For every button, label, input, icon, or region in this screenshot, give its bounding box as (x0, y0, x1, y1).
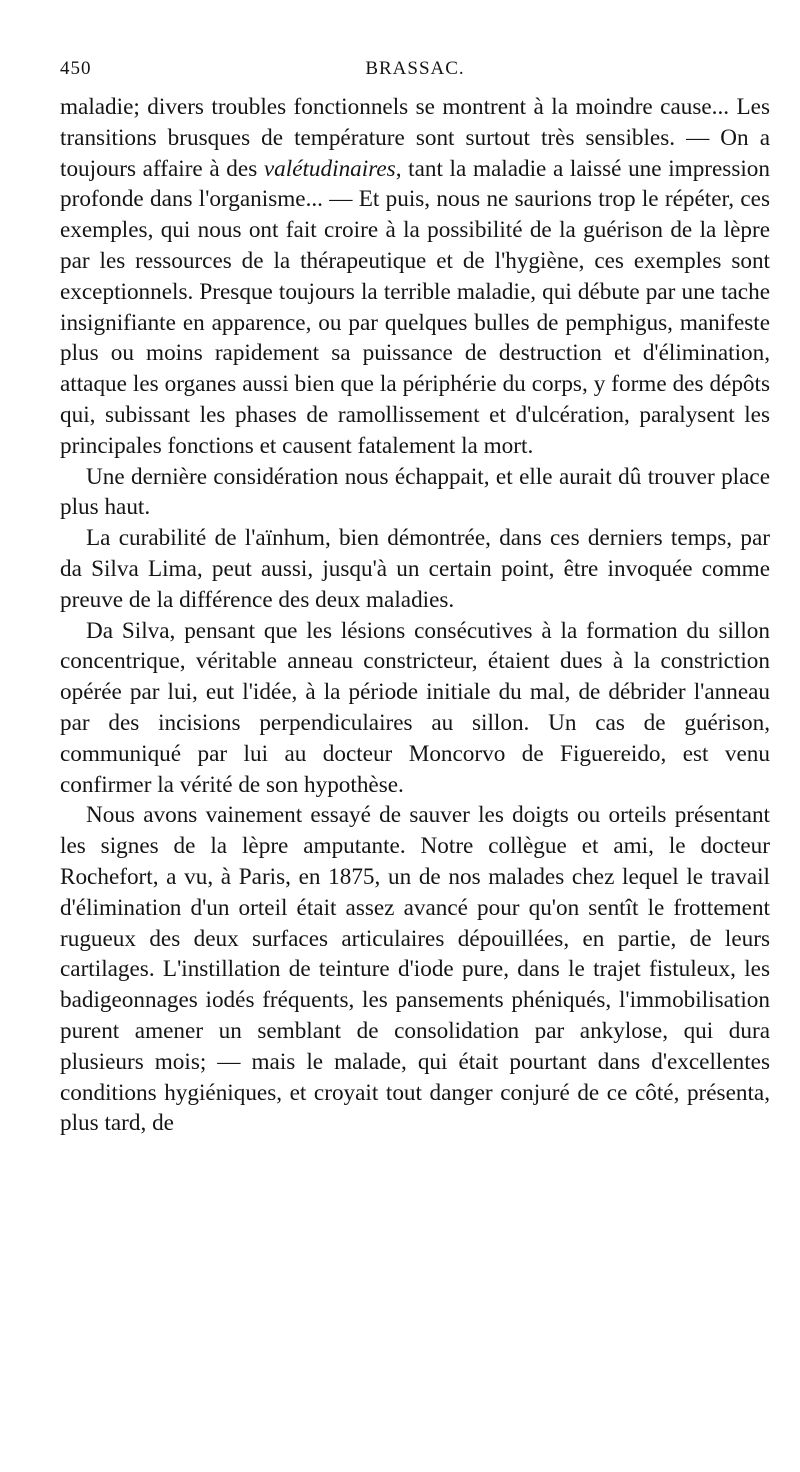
paragraph-text: , tant la maladie a laissé une impression profonde dans l'organisme... — Et puis, nous ne saurions trop le répéter, ces exemples, qui nous ont fait croire à la possibilité de la guérison de la lèpre par les ressources de la thérapeutique et de l'hygiène, ces exemples sont exceptionnels. Presque toujours la terrible maladie, qui débute par une tache insignifiante en apparence, ou par quelques bulles de pemphigus, manifeste plus ou moins rapidement sa puissance de destruction et d'élimination, attaque les organes aussi bien que la périphérie du corps, y forme des dépôts qui, subissant les phases de ramollissement et d'ulcération, paralysent les principales fonctions et causent fatalement la mort. (60, 155, 770, 459)
running-title: BRASSAC. (365, 58, 465, 79)
body-text (60, 92, 770, 1139)
page-number: 450 (60, 58, 92, 79)
paragraph: La curabilité de l'aïnhum, bien démontrée, dans ces derniers temps, par da Silva Lima, peut aussi, jusqu'à un certain point, être invoquée comme preuve de la différence des deux maladies. (60, 525, 770, 613)
book-page (60, 58, 770, 1139)
paragraph-continuation (60, 92, 770, 462)
paragraph-text: maladie; divers troubles fonctionnels se montrent à la moindre cause... Les transitions brusques de température sont surtout très sensibles. — On a toujours affaire à des (60, 94, 770, 182)
paragraph: Da Silva, pensant que les lésions consécutives à la formation du sillon concentrique, véritable anneau constricteur, étaient dues à la constriction opérée par lui, eut l'idée, à la période initiale du mal, de débrider l'anneau par des incisions perpendiculaires au sillon. Un cas de guérison, communiqué par lui au docteur Moncorvo de Figuereido, est venu confirmer la vérité de son hypothèse. (60, 617, 770, 798)
italic-term: valétudinaires (263, 155, 396, 182)
paragraph: Une dernière considération nous échappait, et elle aurait dû trouver place plus haut. (60, 463, 770, 521)
paragraph: Nous avons vainement essayé de sauver les doigts ou orteils présentant les signes de la lèpre amputante. Notre collègue et ami, le docteur Rochefort, a vu, à Paris, en 1875, un de nos malades chez lequel le travail d'élimination d'un orteil était assez avancé pour qu'on sentît le frottement rugueux des deux surfaces articulaires dépouillées, en partie, de leurs cartilages. L'instillation de teinture d'iode pure, dans le trajet fistuleux, les badigeonnages iodés fréquents, les pansements phéniqués, l'immobilisation purent amener un semblant de consolidation par ankylose, qui dura plusieurs mois; — mais le malade, qui était pourtant dans d'excellentes conditions hygiéniques, et croyait tout danger conjuré de ce côté, présenta, plus tard, de (60, 802, 770, 1137)
running-header (60, 58, 770, 92)
